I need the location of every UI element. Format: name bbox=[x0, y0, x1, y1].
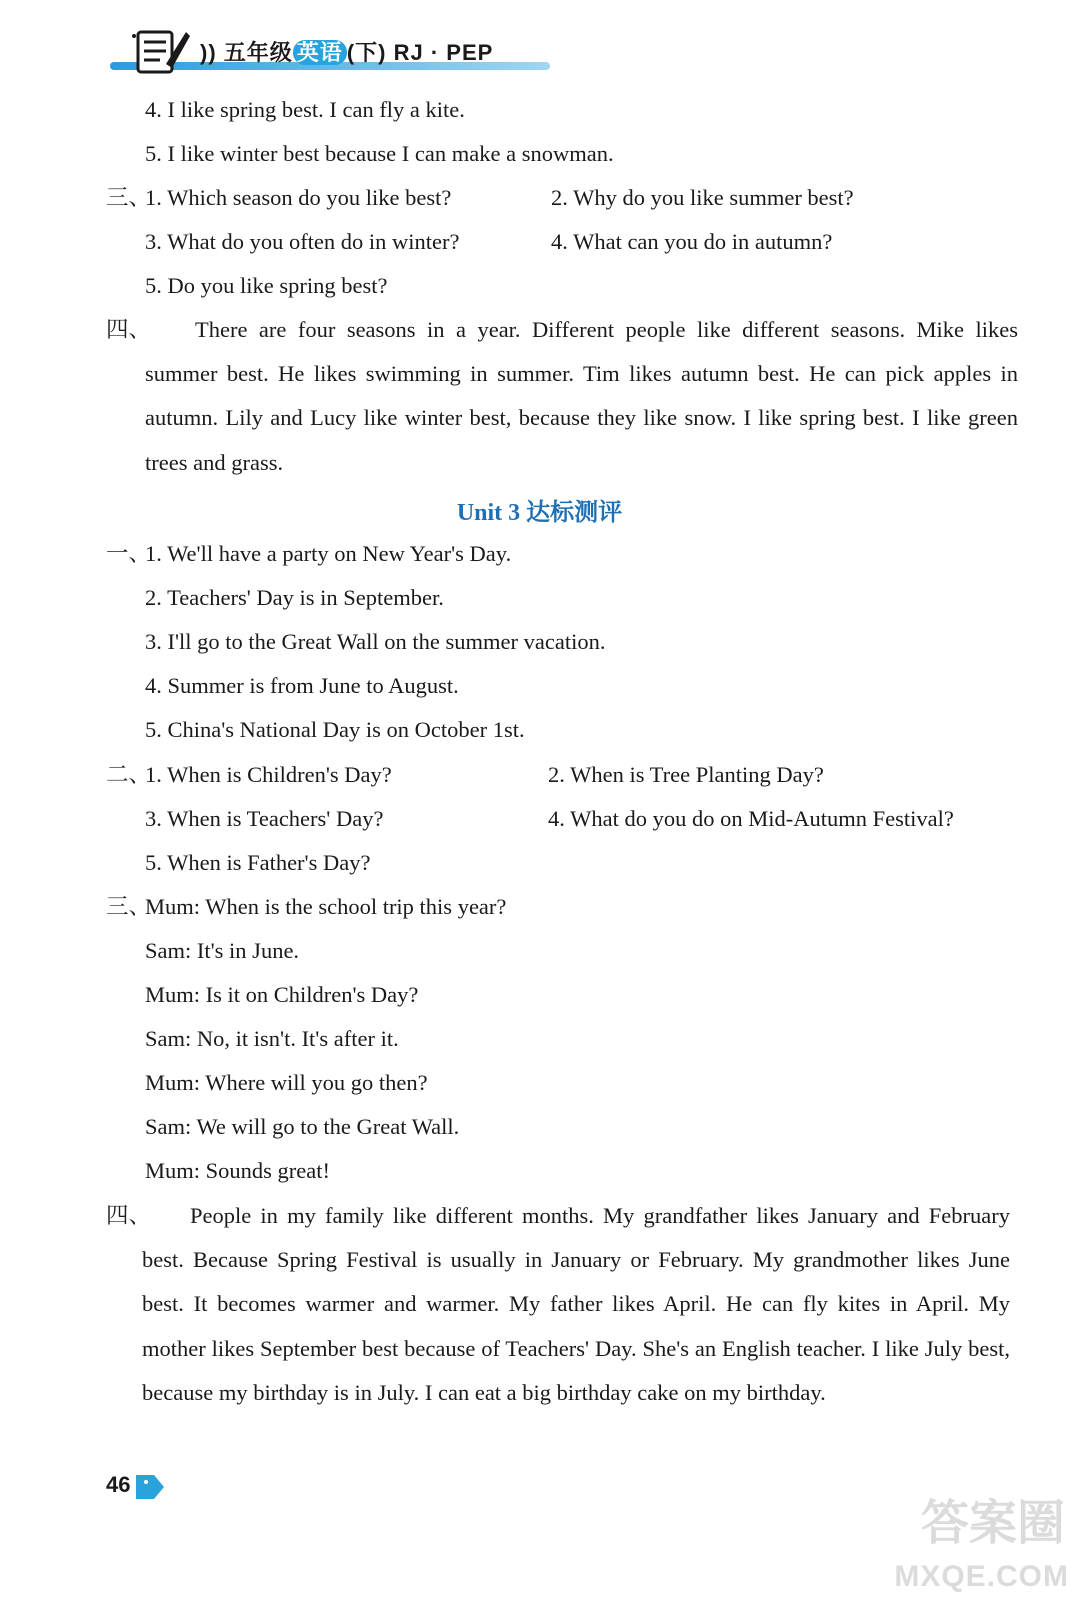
subject-badge: 英语 bbox=[293, 40, 347, 65]
sound-icon: )) bbox=[200, 40, 217, 65]
dialogue-line: Mum: Sounds great! bbox=[145, 1158, 330, 1183]
answer-line: 5. Do you like spring best? bbox=[145, 273, 388, 298]
header-title bbox=[200, 36, 493, 67]
watermark-url: MXQE.COM bbox=[894, 1560, 1069, 1593]
section-label: 三、 bbox=[106, 185, 152, 210]
section-label: 二、 bbox=[106, 762, 152, 787]
answer-line: 5. When is Father's Day? bbox=[145, 850, 371, 875]
page-number: 46 bbox=[106, 1472, 131, 1497]
answer-line: 1. When is Children's Day? bbox=[145, 762, 392, 787]
answer-line: 5. China's National Day is on October 1st. bbox=[145, 717, 525, 742]
answer-line: 2. Teachers' Day is in September. bbox=[145, 585, 444, 610]
watermark bbox=[894, 1484, 1073, 1594]
dialogue-line: Sam: We will go to the Great Wall. bbox=[145, 1114, 460, 1139]
dialogue-line: Sam: It's in June. bbox=[145, 938, 300, 963]
answer-line: 5. I like winter best because I can make a snowman. bbox=[145, 141, 614, 166]
answer-line: 4. Summer is from June to August. bbox=[145, 673, 459, 698]
answer-paragraph: People in my family like different months. My grandfather likes January and February best. Because Spring Festival is usually in January or February. My grandmother likes June best. It becomes warmer and warmer. My father likes April. He can fly kites in April. My mother likes September best because of Teachers' Day. She's an English teacher. I like July best, because my birthday is in July. I can eat a big birthday cake on my birthday. bbox=[142, 1203, 1010, 1405]
watermark-logo: 答案圈 bbox=[920, 1495, 1065, 1551]
answer-line: 2. Why do you like summer best? bbox=[551, 185, 854, 210]
notebook-pencil-icon bbox=[132, 24, 190, 76]
answer-line: 3. I'll go to the Great Wall on the summer vacation. bbox=[145, 629, 606, 654]
answer-line: 3. When is Teachers' Day? bbox=[145, 806, 384, 831]
answer-line: 4. What can you do in autumn? bbox=[551, 229, 833, 254]
edition-label: RJ · PEP bbox=[393, 40, 494, 65]
answer-line: 4. What do you do on Mid-Autumn Festival? bbox=[548, 806, 954, 831]
volume-label: (下) bbox=[346, 40, 387, 65]
dialogue-line: Mum: Where will you go then? bbox=[145, 1070, 428, 1095]
unit-title: Unit 3 达标测评 bbox=[456, 500, 623, 526]
answer-line: 1. We'll have a party on New Year's Day. bbox=[145, 541, 512, 566]
section-label: 四、 bbox=[106, 317, 152, 342]
page-number-badge bbox=[102, 1470, 166, 1504]
dialogue-line: Sam: No, it isn't. It's after it. bbox=[145, 1026, 399, 1051]
page-header bbox=[100, 18, 550, 80]
section-label: 三、 bbox=[106, 894, 152, 919]
answer-paragraph: There are four seasons in a year. Different people like different seasons. Mike likes summer best. He likes swimming in summer. Tim likes autumn best. He can pick apples in autumn. Lily and Lucy like winter best, because they like snow. I like spring best. I like green trees and grass. bbox=[145, 317, 1018, 475]
dialogue-line: Mum: When is the school trip this year? bbox=[145, 894, 507, 919]
answer-line: 1. Which season do you like best? bbox=[145, 185, 452, 210]
grade-label: 五年级 bbox=[223, 40, 293, 65]
dialogue-line: Mum: Is it on Children's Day? bbox=[145, 982, 419, 1007]
section-label: 一、 bbox=[106, 541, 152, 566]
answer-line: 4. I like spring best. I can fly a kite. bbox=[145, 97, 465, 122]
section-label: 四、 bbox=[106, 1203, 152, 1228]
answer-line: 3. What do you often do in winter? bbox=[145, 229, 460, 254]
answer-line: 2. When is Tree Planting Day? bbox=[548, 762, 824, 787]
